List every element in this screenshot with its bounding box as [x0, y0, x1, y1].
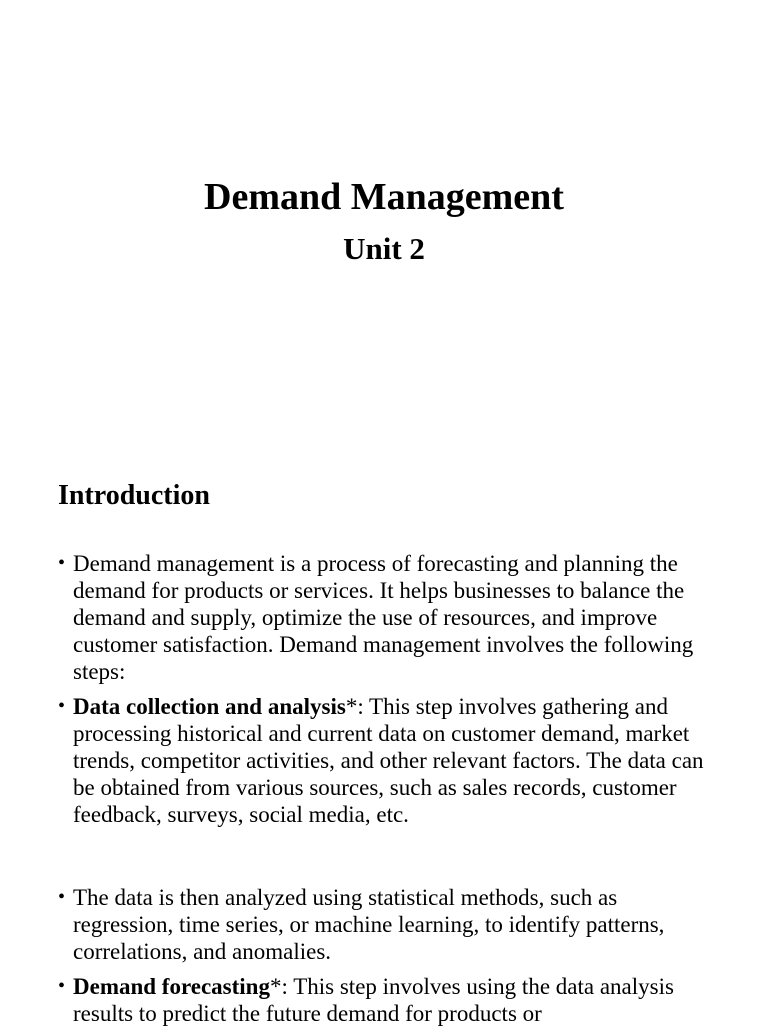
page-subtitle: Unit 2 [343, 231, 425, 266]
bullet-text: *: This step involves using the data analysis results to predict the future demand for products or [73, 974, 674, 1026]
bullet-item [58, 973, 718, 1027]
bullet-item [58, 884, 718, 965]
bullet-text: *: This step involves gathering and processing historical and current data on customer demand, market trends, competitor activities, and other relevant factors. The data can be obtained from various sources, such as sales records, customer feedback, surveys, social media, etc. [73, 694, 704, 827]
bullet-dot-icon: • [58, 886, 66, 908]
bullet-list [58, 550, 718, 1035]
bullet-dot-icon: • [58, 975, 66, 997]
bullet-text: The data is then analyzed using statistical methods, such as regression, time series, or machine learning, to identify patterns, correlations, and anomalies. [73, 885, 665, 964]
section-heading: Introduction [58, 480, 210, 511]
bullet-item [58, 550, 718, 685]
introduction-slide [0, 430, 768, 1024]
title-slide [0, 0, 768, 430]
bullet-dot-icon: • [58, 552, 66, 574]
bullet-dot-icon: • [58, 695, 66, 717]
bullet-term: Data collection and analysis [73, 694, 346, 719]
bullet-text: Demand management is a process of forecasting and planning the demand for products or services. It helps businesses to balance the demand and supply, optimize the use of resources, and improve customer satisfaction. Demand management involves the following steps: [73, 551, 694, 684]
bullet-item [58, 693, 718, 828]
page-title: Demand Management [204, 176, 564, 218]
bullet-term: Demand forecasting [73, 974, 270, 999]
